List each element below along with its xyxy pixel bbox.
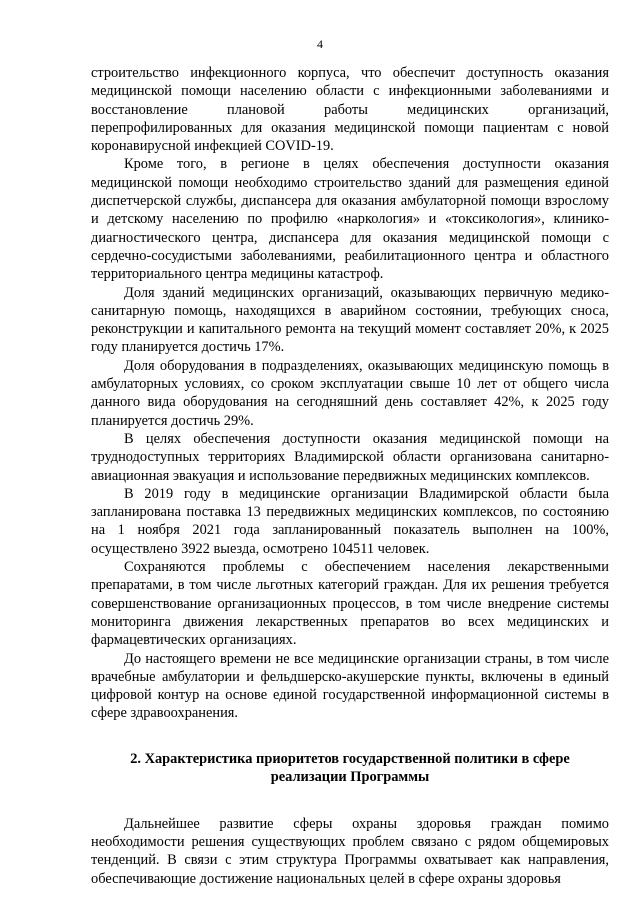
paragraph: Кроме того, в регионе в целях обеспечения доступности оказания медицинской помощи необходимо строительство зданий для размещения единой диспетчерской службы, диспансера для оказания амбулаторной помощи взрослому и детскому населению по профилю «наркология» и «токсикология», клинико-диагностического центра, диспансера для оказания медицинской помощи с сердечно-сосудистыми заболеваниями, реабилитационного центра и областного территориального центра медицины катастроф.: [91, 156, 609, 283]
paragraph: Сохраняются проблемы с обеспечением населения лекарственными препаратами, в том числе льготных категорий граждан. Для их решения требуется совершенствование организационных процессов, в том числе внедрение системы мониторинга движения лекарственных препаратов во всех медицинских и фармацевтических организациях.: [91, 559, 609, 649]
section-heading-line1: 2. Характеристика приоритетов государственной политики в сфере: [130, 750, 570, 767]
section-heading-line2: реализации Программы: [270, 768, 430, 785]
section-heading: [91, 750, 609, 786]
paragraph: До настоящего времени не все медицинские организации страны, в том числе врачебные амбулатории и фельдшерско-акушерские пункты, включены в единый цифровой контур на основе единой государственной информационной системы в сфере здравоохранения.: [91, 650, 609, 722]
paragraph-continuation: строительство инфекционного корпуса, что обеспечит доступность оказания медицинской помощи населению области с инфекционными заболеваниями и восстановление плановой работы медицинских организаций, перепрофилированных для оказания медицинской помощи пациентам с новой коронавирусной инфекцией COVID-19.: [91, 65, 609, 155]
paragraph: В целях обеспечения доступности оказания медицинской помощи на труднодоступных территориях Владимирской области организована санитарно-авиационная эвакуация и использование передвижных медицинских комплексов.: [91, 430, 609, 484]
paragraph: Доля зданий медицинских организаций, оказывающих первичную медико-санитарную помощь, находящихся в аварийном состоянии, требующих сноса, реконструкции и капитального ремонта на текущий момент составляет 20%, к 2025 году планируется достичь 17%.: [91, 284, 609, 356]
paragraph: Доля оборудования в подразделениях, оказывающих медицинскую помощь в амбулаторных условиях, со сроком эксплуатации свыше 10 лет от общего числа данного вида оборудования на сегодняшний день составляет 42%, к 2025 году планируется достичь 29%.: [91, 357, 609, 429]
document-body: [91, 64, 609, 888]
paragraph: Дальнейшее развитие сферы охраны здоровья граждан помимо необходимости решения существующих проблем связано с рядом общемировых тенденций. В связи с этим структура Программы охватывает как направления, обеспечивающие достижение национальных целей в сфере охраны здоровья: [91, 815, 609, 887]
paragraph: В 2019 году в медицинские организации Владимирской области была запланирована поставка 13 передвижных медицинских комплексов, по состоянию на 1 ноября 2021 года запланированный показатель выполнен на 100%, осуществлено 3922 выезда, осмотрено 104511 человек.: [91, 485, 609, 557]
page-number: 4: [317, 37, 323, 51]
